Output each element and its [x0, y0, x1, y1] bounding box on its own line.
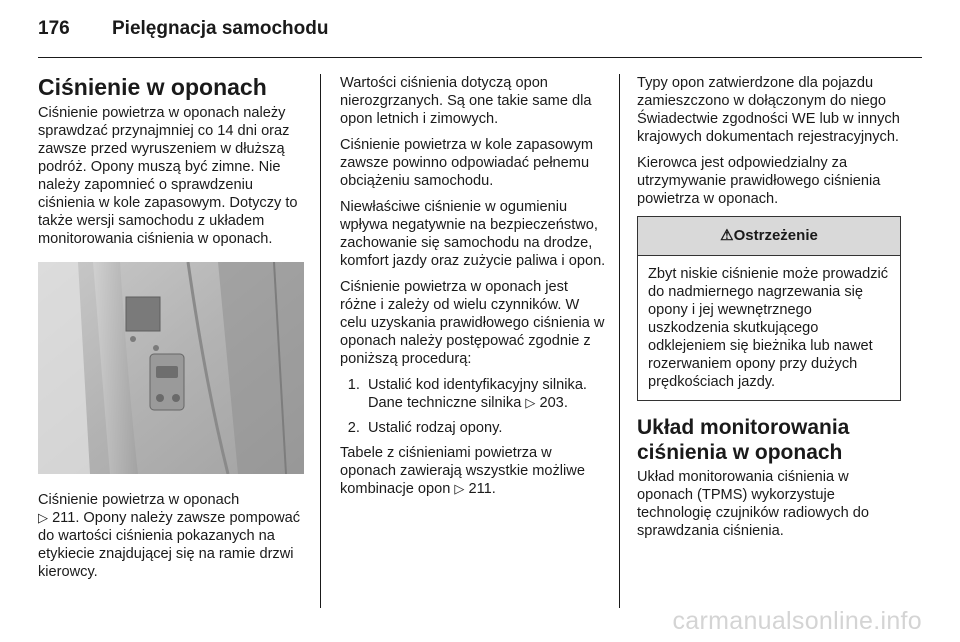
- column-3: [637, 74, 901, 548]
- section-heading: Ciśnienie w oponach: [38, 74, 267, 100]
- warning-triangle-icon: ⚠: [720, 227, 734, 244]
- caption-text: . Opony należy zawsze pompować do wartości ciśnienia pokazanych na etykiecie znajdującej się na ramie drzwi kierowcy.: [38, 510, 301, 580]
- paragraph: Wartości ciśnienia dotyczą opon nierozgrzanych. Są one takie same dla opon letnich i zimowych.: [340, 75, 592, 127]
- paragraph: Niewłaściwe ciśnienie w ogumieniu wpływa negatywnie na bezpieczeństwo, zachowanie się samochodu na drodze, komfort jazdy oraz zużycie paliwa i opon.: [340, 199, 606, 269]
- paragraph: Ciśnienie powietrza w oponach jest różne i zależy od wielu czynników. W celu uzyskania prawidłowego ciśnienia w oponach należy postępować zgodnie z poniższą procedurą:: [340, 279, 605, 367]
- page-ref-link[interactable]: 211: [468, 481, 492, 497]
- warning-box: [637, 216, 901, 401]
- photo-caption: [38, 491, 306, 581]
- page-ref-arrow-icon: ▷: [454, 481, 465, 496]
- header-rule: [38, 57, 922, 58]
- column-divider-2: [619, 74, 620, 608]
- section-heading: Układ monitorowania ciśnienia w oponach: [637, 416, 850, 464]
- column-1: [38, 74, 306, 589]
- paragraph: Tabele z ciśnieniami powietrza w oponach zawierają wszystkie możliwe kombinacje opon ▷ 211.: [340, 445, 585, 497]
- warning-title: ⚠Ostrzeżenie: [638, 217, 900, 256]
- watermark: carmanualsonline.info: [672, 607, 922, 635]
- page-ref-link[interactable]: 203: [539, 395, 564, 411]
- page-ref-arrow-icon: ▷: [525, 395, 536, 410]
- list-item: 2. Ustalić rodzaj opony.: [364, 419, 606, 437]
- warning-text: Zbyt niskie ciśnienie może prowadzić do nadmiernego nagrzewania się opony i jej wewnętrznego uszkodzenia skutkującego odklejeniem się bieżnika lub nawet rozerwaniem opony przy dużych prędkościach jazdy.: [648, 266, 889, 390]
- paragraph: Ciśnienie powietrza w kole zapasowym zawsze powinno odpowiadać pełnemu obciążeniu samochodu.: [340, 137, 594, 189]
- column-2: [340, 74, 606, 506]
- page-ref-link[interactable]: 211: [52, 510, 76, 526]
- procedure-list: [340, 376, 606, 437]
- door-frame-photo: [38, 262, 304, 474]
- paragraph: Typy opon zatwierdzone dla pojazdu zamieszczono w dołączonym do niego Świadectwie zgodności WE lub w innych krajowych dokumentach rejestracyjnych.: [637, 75, 900, 145]
- paragraph: Układ monitorowania ciśnienia w oponach (TPMS) wykorzystuje technologię czujników radiowych do sprawdzania ciśnienia.: [637, 469, 870, 539]
- paragraph: Ciśnienie powietrza w oponach należy sprawdzać przynajmniej co 14 dni oraz zawsze przed wyruszeniem w dłuższą podróż. Opony muszą być zimne. Nie należy zapomnieć o sprawdzeniu ciśnienia w kole zapasowym. Dotyczy to także wersji samochodu z układem monitorowania ciśnienia w oponach.: [38, 105, 298, 247]
- paragraph: Kierowca jest odpowiedzialny za utrzymywanie prawidłowego ciśnienia powietrza w oponach.: [637, 155, 881, 207]
- list-item: 1. Ustalić kod identyfikacyjny silnika. Dane techniczne silnika ▷ 203.: [364, 376, 606, 412]
- page-ref-arrow-icon: ▷: [38, 510, 48, 525]
- column-divider-1: [320, 74, 321, 608]
- page-header: [38, 18, 328, 40]
- caption-text: Ciśnienie powietrza w oponach: [38, 492, 240, 508]
- chapter-title: Pielęgnacja samochodu: [112, 18, 329, 39]
- page-number: 176: [38, 18, 70, 39]
